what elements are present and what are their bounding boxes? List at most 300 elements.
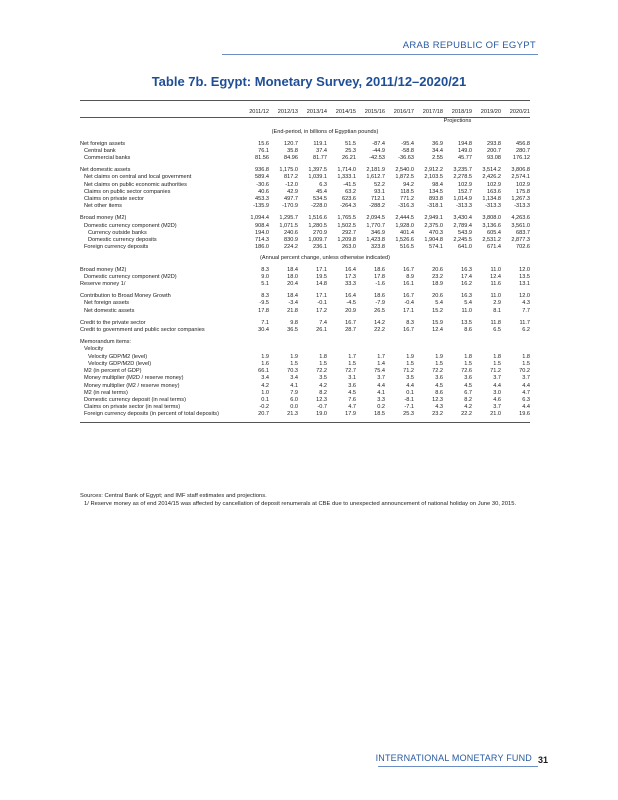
cell-value: 175.8: [516, 188, 530, 195]
cell-value: 2,574.1: [511, 174, 530, 181]
cell-value: -264.3: [340, 203, 356, 210]
cell-value: [414, 346, 443, 353]
cell-value: 605.4: [487, 229, 501, 236]
row-label: Broad money (M2): [80, 215, 127, 222]
cell-value: 28.7: [345, 327, 356, 334]
cell-value: 4.5: [348, 389, 356, 396]
cell-value: [356, 346, 385, 353]
cell-value: [385, 346, 414, 353]
cell-value: 3,806.8: [511, 167, 530, 174]
cell-value: 1.9: [290, 353, 298, 360]
cell-value: 1,267.3: [511, 196, 530, 203]
table-row: [80, 141, 530, 148]
cell-value: -42.53: [369, 155, 385, 162]
cell-value: 26.5: [374, 307, 385, 314]
cell-value: 3.4: [290, 375, 298, 382]
cell-value: 671.4: [487, 244, 501, 251]
cell-value: 3.5: [319, 375, 327, 382]
cell-value: 23.2: [432, 411, 443, 418]
cell-value: 16.1: [403, 281, 414, 288]
cell-value: 66.1: [258, 368, 269, 375]
cell-value: -1.6: [375, 281, 385, 288]
cell-value: 51.5: [345, 140, 356, 147]
cell-value: 4.7: [348, 404, 356, 411]
cell-value: 70.3: [287, 368, 298, 375]
cell-value: -0.1: [317, 300, 327, 307]
cell-value: [414, 339, 443, 346]
cell-value: 2,444.5: [395, 215, 414, 222]
cell-value: 21.3: [287, 411, 298, 418]
row-label: Velocity: [84, 346, 104, 353]
cell-value: 1.8: [464, 353, 472, 360]
cell-value: 163.6: [487, 188, 501, 195]
cell-value: 93.1: [374, 188, 385, 195]
row-label: Commercial banks: [84, 155, 131, 162]
table-row: [80, 230, 530, 237]
year-header: 2014/15: [335, 109, 356, 115]
cell-value: 8.6: [435, 389, 443, 396]
sources-note: Sources: Central Bank of Egypt; and IMF staff estimates and projections.: [80, 493, 267, 499]
cell-value: 470.3: [429, 229, 443, 236]
cell-value: 1,765.5: [337, 215, 356, 222]
row-label: Net foreign assets: [84, 300, 130, 307]
cell-value: 12.0: [519, 266, 530, 273]
cell-value: 4.5: [435, 382, 443, 389]
cell-value: 543.9: [458, 229, 472, 236]
cell-value: 18.6: [374, 293, 385, 300]
projections-label: Projections: [385, 118, 530, 126]
footnote-1: 1/ Reserve money as of end 2014/15 was affected by cancellation of deposit renumerals at CBE due to unexpected announcement of national holiday on June 30, 2015.: [84, 501, 517, 507]
cell-value: 1.8: [493, 353, 501, 360]
cell-value: 574.1: [429, 244, 443, 251]
footer-organization: INTERNATIONAL MONETARY FUND: [375, 753, 532, 763]
cell-value: 1,039.1: [308, 174, 327, 181]
cell-value: 2,540.0: [395, 167, 414, 174]
table-row: [80, 397, 530, 404]
cell-value: 3,235.7: [453, 167, 472, 174]
cell-value: 4.1: [290, 382, 298, 389]
cell-value: 19.0: [316, 411, 327, 418]
cell-value: 20.4: [287, 281, 298, 288]
table-row: [80, 148, 530, 155]
cell-value: -135.9: [253, 203, 269, 210]
year-header: 2015/16: [364, 109, 385, 115]
cell-value: 9.8: [290, 319, 298, 326]
cell-value: 16.7: [403, 266, 414, 273]
cell-value: 17.1: [316, 266, 327, 273]
cell-value: 1.4: [377, 360, 385, 367]
cell-value: 1.5: [290, 360, 298, 367]
cell-value: 1,071.5: [279, 222, 298, 229]
row-label: Claims on public sector companies: [84, 188, 171, 195]
cell-value: 2,949.1: [424, 215, 443, 222]
cell-value: 2.55: [432, 155, 443, 162]
cell-value: 33.3: [345, 281, 356, 288]
cell-value: 2,789.4: [453, 222, 472, 229]
cell-value: 7.4: [319, 319, 327, 326]
cell-value: 18.0: [287, 273, 298, 280]
cell-value: 152.7: [458, 188, 472, 195]
cell-value: -58.8: [401, 147, 414, 154]
cell-value: [472, 346, 501, 353]
cell-value: 12.3: [432, 396, 443, 403]
cell-value: [385, 339, 414, 346]
row-label: M2 (in real terms): [84, 389, 128, 396]
cell-value: 72.2: [316, 368, 327, 375]
table-row: [80, 308, 530, 315]
cell-value: 1,770.7: [366, 222, 385, 229]
cell-value: -7.1: [404, 404, 414, 411]
row-label: Net domestic assets: [84, 307, 135, 314]
cell-value: 1.8: [522, 353, 530, 360]
cell-value: -41.5: [343, 181, 356, 188]
year-header: 2017/18: [422, 109, 443, 115]
cell-value: 1.9: [406, 353, 414, 360]
cell-value: 1.6: [261, 360, 269, 367]
cell-value: 16.3: [461, 293, 472, 300]
cell-value: 0.1: [406, 389, 414, 396]
cell-value: 2.9: [493, 300, 501, 307]
cell-value: 94.2: [403, 181, 414, 188]
projections-row: [80, 118, 530, 126]
cell-value: 4.4: [522, 382, 530, 389]
row-label: Credit to the private sector: [80, 319, 146, 326]
cell-value: 4.2: [261, 382, 269, 389]
cell-value: 26.21: [342, 155, 356, 162]
cell-value: 11.6: [490, 281, 501, 288]
table-row: [80, 281, 530, 288]
cell-value: 9.0: [261, 273, 269, 280]
cell-value: 8.2: [319, 389, 327, 396]
row-label: Broad money (M2): [80, 266, 127, 273]
cell-value: 3.7: [493, 375, 501, 382]
unit-label-2: (Annual percent change, unless otherwise indicated): [260, 255, 390, 262]
year-header: 2018/19: [451, 109, 472, 115]
cell-value: 1,526.6: [395, 237, 414, 244]
unit-label-1: (End-period, in billions of Egyptian pounds): [271, 129, 379, 136]
cell-value: 17.1: [403, 307, 414, 314]
cell-value: 6.0: [290, 396, 298, 403]
cell-value: 76.1: [258, 147, 269, 154]
cell-value: 8.1: [493, 307, 501, 314]
cell-value: 45.4: [316, 188, 327, 195]
cell-value: 7.9: [290, 389, 298, 396]
cell-value: 0.0: [290, 404, 298, 411]
cell-value: 3.6: [464, 375, 472, 382]
cell-value: 81.77: [313, 155, 327, 162]
cell-value: 2,375.0: [424, 222, 443, 229]
cell-value: 1.5: [493, 360, 501, 367]
cell-value: 20.6: [432, 266, 443, 273]
cell-value: 52.2: [374, 181, 385, 188]
cell-value: 8.2: [464, 396, 472, 403]
cell-value: 3.7: [522, 375, 530, 382]
cell-value: 22.2: [374, 327, 385, 334]
cell-value: 194.8: [458, 140, 472, 147]
cell-value: 3.0: [493, 389, 501, 396]
cell-value: 21.0: [490, 411, 501, 418]
cell-value: 12.0: [519, 293, 530, 300]
table-row: [80, 189, 530, 196]
table-row: [80, 361, 530, 368]
table-row: [80, 167, 530, 174]
cell-value: 4,263.6: [511, 215, 530, 222]
cell-value: 63.2: [345, 188, 356, 195]
row-label: Foreign currency deposits: [84, 244, 149, 251]
running-header: ARAB REPUBLIC OF EGYPT: [402, 40, 536, 51]
cell-value: -316.3: [398, 203, 414, 210]
cell-value: 6.5: [493, 327, 501, 334]
year-header: 2011/12: [249, 109, 269, 115]
cell-value: -0.4: [404, 300, 414, 307]
cell-value: 8.9: [406, 273, 414, 280]
cell-value: 11.0: [490, 293, 501, 300]
cell-value: 4.4: [377, 382, 385, 389]
cell-value: 20.6: [432, 293, 443, 300]
row-label: Currency outside banks: [88, 229, 147, 236]
cell-value: 2,912.2: [424, 167, 443, 174]
cell-value: -12.0: [285, 181, 298, 188]
year-header: 2020/21: [509, 109, 530, 115]
cell-value: 7.7: [522, 307, 530, 314]
cell-value: 71.2: [490, 368, 501, 375]
cell-value: 16.2: [461, 281, 472, 288]
cell-value: [327, 346, 356, 353]
cell-value: 589.4: [255, 174, 269, 181]
cell-value: -36.63: [398, 155, 414, 162]
cell-value: 1,134.8: [482, 196, 501, 203]
cell-value: 8.3: [406, 319, 414, 326]
row-label: Credit to government and public sector companies: [80, 327, 205, 334]
cell-value: 2,245.5: [453, 237, 472, 244]
cell-value: -313.3: [485, 203, 501, 210]
cell-value: 186.0: [255, 244, 269, 251]
cell-value: 1,014.9: [453, 196, 472, 203]
cell-value: 18.4: [287, 266, 298, 273]
cell-value: 17.3: [345, 273, 356, 280]
cell-value: 936.8: [255, 167, 269, 174]
cell-value: 2,426.2: [482, 174, 501, 181]
cell-value: 21.8: [287, 307, 298, 314]
cell-value: [327, 339, 356, 346]
table-row: [80, 404, 530, 411]
cell-value: 1,904.8: [424, 237, 443, 244]
row-label: Velocity GDP/M2 (level): [88, 353, 148, 360]
cell-value: 17.9: [345, 411, 356, 418]
cell-value: 3.3: [377, 396, 385, 403]
cell-value: 16.7: [403, 327, 414, 334]
cell-value: 4.5: [464, 382, 472, 389]
cell-value: 2,103.5: [424, 174, 443, 181]
cell-value: 1.5: [435, 360, 443, 367]
cell-value: 623.6: [342, 196, 356, 203]
cell-value: [240, 339, 269, 346]
cell-value: 45.77: [458, 155, 472, 162]
cell-value: -44.9: [372, 147, 385, 154]
cell-value: 1.7: [348, 353, 356, 360]
cell-value: 270.9: [313, 229, 327, 236]
row-label: Claims on private sector: [84, 196, 144, 203]
cell-value: 102.9: [516, 181, 530, 188]
cell-value: 35.8: [287, 147, 298, 154]
table-row: [80, 244, 530, 251]
cell-value: 19.6: [519, 411, 530, 418]
cell-value: 2,094.5: [366, 215, 385, 222]
cell-value: -288.2: [369, 203, 385, 210]
table-row: [80, 354, 530, 361]
cell-value: 71.2: [403, 368, 414, 375]
cell-value: 20.9: [345, 307, 356, 314]
cell-value: 2,531.2: [482, 237, 501, 244]
footer-rule: [378, 766, 538, 767]
cell-value: 2,877.3: [511, 237, 530, 244]
row-label: Claims on private sector (in real terms): [84, 404, 181, 411]
cell-value: 119.1: [313, 140, 327, 147]
cell-value: -9.5: [259, 300, 269, 307]
table-row: [80, 346, 530, 353]
table-row: [80, 237, 530, 244]
table-row: [80, 383, 530, 390]
cell-value: 1.5: [319, 360, 327, 367]
year-header-row: [80, 109, 530, 118]
cell-value: 12.4: [432, 327, 443, 334]
cell-value: 5.1: [261, 281, 269, 288]
cell-value: 25.3: [403, 411, 414, 418]
cell-value: 1,333.1: [337, 174, 356, 181]
cell-value: 3.5: [406, 375, 414, 382]
row-label: Reserve money 1/: [80, 281, 126, 288]
page-number: 31: [537, 755, 548, 765]
row-label: Contribution to Broad Money Growth: [80, 293, 171, 300]
cell-value: 72.2: [432, 368, 443, 375]
cell-value: 81.56: [255, 155, 269, 162]
row-label: Velocity GDP/M2D (level): [88, 360, 152, 367]
cell-value: 12.4: [490, 273, 501, 280]
cell-value: [501, 346, 530, 353]
cell-value: 6.2: [522, 327, 530, 334]
cell-value: 149.0: [458, 147, 472, 154]
table-row: [80, 196, 530, 203]
cell-value: 5.4: [435, 300, 443, 307]
year-header: 2016/17: [393, 109, 414, 115]
cell-value: 1.5: [348, 360, 356, 367]
cell-value: 72.6: [461, 368, 472, 375]
cell-value: 1,423.8: [366, 237, 385, 244]
cell-value: 240.6: [284, 229, 298, 236]
cell-value: 3.6: [348, 382, 356, 389]
cell-value: 14.8: [316, 281, 327, 288]
cell-value: -4.5: [346, 300, 356, 307]
row-label: Foreign currency deposits (in percent of total deposits): [84, 411, 219, 418]
cell-value: 16.4: [345, 266, 356, 273]
table-row: [80, 182, 530, 189]
cell-value: 4.4: [493, 382, 501, 389]
table-row: [80, 274, 530, 281]
cell-value: [298, 339, 327, 346]
cell-value: 263.0: [342, 244, 356, 251]
cell-value: 176.12: [512, 155, 530, 162]
cell-value: 11.0: [461, 307, 472, 314]
cell-value: 1.5: [464, 360, 472, 367]
cell-value: 908.4: [255, 222, 269, 229]
cell-value: 11.0: [490, 266, 501, 273]
cell-value: 30.4: [258, 327, 269, 334]
table-row: [80, 368, 530, 375]
cell-value: 36.9: [432, 140, 443, 147]
cell-value: 1.5: [406, 360, 414, 367]
cell-value: 25.3: [345, 147, 356, 154]
cell-value: 1.9: [261, 353, 269, 360]
cell-value: 1.7: [377, 353, 385, 360]
table-row: [80, 390, 530, 397]
table-notes: [80, 492, 550, 508]
cell-value: 13.5: [461, 319, 472, 326]
cell-value: 534.5: [313, 196, 327, 203]
data-table: [80, 109, 530, 423]
cell-value: 6.3: [522, 396, 530, 403]
cell-value: 4.2: [319, 382, 327, 389]
year-header: 2012/13: [277, 109, 298, 115]
cell-value: 2,278.5: [453, 174, 472, 181]
row-label: Central bank: [84, 147, 116, 154]
cell-value: 118.5: [400, 188, 414, 195]
cell-value: 714.3: [255, 237, 269, 244]
cell-value: 7.6: [348, 396, 356, 403]
cell-value: 102.9: [458, 181, 472, 188]
cell-value: 2,181.9: [366, 167, 385, 174]
cell-value: 3.1: [348, 375, 356, 382]
cell-value: 13.1: [519, 281, 530, 288]
cell-value: 4.4: [406, 382, 414, 389]
cell-value: 15.9: [432, 319, 443, 326]
cell-value: 4.3: [522, 300, 530, 307]
row-label: Net claims on central and local government: [84, 174, 192, 181]
cell-value: 11.7: [519, 319, 530, 326]
cell-value: 1.0: [261, 389, 269, 396]
cell-value: 102.9: [487, 181, 501, 188]
cell-value: 401.4: [400, 229, 414, 236]
table-row: [80, 293, 530, 300]
cell-value: 1,516.6: [308, 215, 327, 222]
table-title: Table 7b. Egypt: Monetary Survey, 2011/12–2020/21: [151, 74, 467, 89]
cell-value: 1.9: [435, 353, 443, 360]
cell-value: 8.3: [261, 293, 269, 300]
cell-value: -0.2: [259, 404, 269, 411]
cell-value: 323.8: [371, 244, 385, 251]
cell-value: 19.5: [316, 273, 327, 280]
cell-value: 683.7: [516, 229, 530, 236]
cell-value: 1.5: [522, 360, 530, 367]
cell-value: 771.2: [400, 196, 414, 203]
cell-value: [269, 346, 298, 353]
cell-value: 93.08: [487, 155, 501, 162]
cell-value: 36.5: [287, 327, 298, 334]
cell-value: 224.2: [284, 244, 298, 251]
cell-value: 20.7: [258, 411, 269, 418]
cell-value: 3,430.4: [453, 215, 472, 222]
cell-value: 702.6: [516, 244, 530, 251]
cell-value: 22.2: [461, 411, 472, 418]
unit-row-1: [80, 125, 530, 140]
cell-value: 18.9: [432, 281, 443, 288]
row-label: Money multiplier (M2D / reserve money): [84, 375, 184, 382]
row-label: Net claims on public economic authorities: [84, 181, 187, 188]
cell-value: -228.0: [311, 203, 327, 210]
cell-value: 16.4: [345, 293, 356, 300]
table-row: [80, 300, 530, 307]
cell-value: 17.4: [461, 273, 472, 280]
row-label: M2 (in percent of GDP): [84, 368, 142, 375]
